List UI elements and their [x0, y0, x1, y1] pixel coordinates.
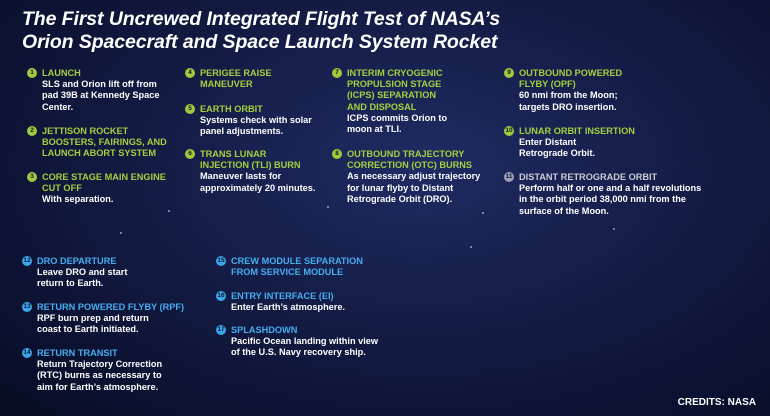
step-1 — [30, 68, 192, 113]
step-10 — [505, 126, 649, 160]
star-decoration — [120, 232, 122, 234]
step-17 — [217, 325, 391, 359]
step-5 — [188, 104, 330, 138]
step-heading: TRANS LUNAR INJECTION (TLI) BURN — [200, 149, 301, 171]
step-number-badge: 14 — [23, 349, 31, 356]
step-4 — [188, 68, 300, 90]
step-16 — [217, 291, 371, 313]
step-number-badge: 3 — [27, 172, 37, 182]
step-number-badge: 6 — [185, 149, 195, 159]
step-heading: PERIGEE RAISE MANEUVER — [200, 68, 272, 90]
star-decoration — [613, 228, 615, 230]
star-decoration — [482, 212, 484, 214]
step-description: Return Trajectory Correction (RTC) burns as necessary to aim for Earth’s atmosphere. — [37, 359, 163, 392]
step-number-badge: 2 — [27, 126, 37, 136]
title-line-2: Orion Spacecraft and Space Launch System Rocket — [22, 31, 498, 53]
star-decoration — [327, 206, 329, 208]
step-heading: LAUNCH — [42, 68, 81, 78]
step-7 — [335, 68, 457, 135]
step-heading: OUTBOUND TRAJECTORY CORRECTION (OTC) BURNS — [347, 149, 473, 171]
step-heading: EARTH ORBIT — [200, 104, 263, 114]
step-number-badge: 16 — [217, 292, 225, 299]
step-description: Maneuver lasts for approximately 20 minutes. — [200, 171, 316, 193]
step-3 — [30, 172, 172, 206]
step-number-badge: 7 — [332, 68, 342, 78]
step-number-badge: 17 — [217, 326, 225, 333]
step-heading: CREW MODULE SEPARATION FROM SERVICE MODULE — [231, 256, 363, 278]
step-heading: ENTRY INTERFACE (EI) — [231, 291, 334, 301]
step-2 — [30, 126, 180, 160]
step-14 — [23, 348, 187, 393]
step-heading: DRO DEPARTURE — [37, 256, 117, 266]
step-13 — [23, 302, 197, 336]
star-decoration — [470, 246, 472, 248]
infographic-title — [22, 8, 500, 54]
step-heading: RETURN POWERED FLYBY (RPF) — [37, 302, 185, 312]
title-line-1: The First Uncrewed Integrated Flight Test of NASA’s — [22, 8, 501, 30]
step-heading: DISTANT RETROGRADE ORBIT — [519, 172, 658, 182]
step-description: RPF burn prep and return coast to Earth initiated. — [37, 313, 149, 335]
step-12 — [23, 256, 147, 290]
step-heading: RETURN TRANSIT — [37, 348, 118, 358]
step-number-badge: 13 — [23, 303, 31, 310]
step-heading: CORE STAGE MAIN ENGINE CUT OFF — [42, 172, 166, 194]
step-description: Systems check with solar panel adjustments. — [200, 115, 312, 137]
step-11 — [505, 172, 714, 217]
step-description: Pacific Ocean landing within view of the U.S. Navy recovery ship. — [231, 336, 379, 358]
step-description: As necessary adjust trajectory for lunar flyby to Distant Retrograde Orbit (DRO). — [347, 171, 481, 204]
step-number-badge: 15 — [217, 257, 225, 264]
step-number-badge: 10 — [505, 127, 513, 134]
step-heading: JETTISON ROCKET BOOSTERS, FAIRINGS, AND LAUNCH ABORT SYSTEM — [42, 126, 167, 159]
step-number-badge: 12 — [23, 257, 31, 264]
credits-label: CREDITS: NASA — [677, 397, 756, 408]
step-number-badge: 4 — [185, 68, 195, 78]
step-description: ICPS commits Orion to moon at TLI. — [347, 112, 448, 135]
step-description: SLS and Orion lift off from pad 39B at Kennedy Space Center. — [42, 79, 160, 112]
step-description: Enter Earth’s atmosphere. — [231, 302, 346, 313]
step-8 — [335, 149, 487, 205]
step-heading: INTERIM CRYOGENIC PROPULSION STAGE (ICPS) SEPARATION AND DISPOSAL — [347, 68, 443, 112]
step-number-badge: 11 — [505, 173, 513, 180]
step-description: With separation. — [42, 194, 114, 205]
step-number-badge: 5 — [185, 104, 195, 114]
step-number-badge: 8 — [332, 149, 342, 159]
step-description: 60 nmi from the Moon; targets DRO insertion. — [519, 90, 618, 112]
step-heading: LUNAR ORBIT INSERTION — [519, 126, 635, 136]
step-description: Perform half or one and a half revolutions in the orbit period 38,000 nmi from the surface of the Moon. — [519, 183, 702, 216]
step-description: Leave DRO and start return to Earth. — [37, 267, 128, 289]
step-heading: OUTBOUND POWERED FLYBY (OPF) — [519, 68, 623, 90]
step-9 — [507, 68, 639, 113]
step-6 — [188, 149, 326, 194]
step-number-badge: 1 — [27, 68, 37, 78]
step-number-badge: 9 — [504, 68, 514, 78]
step-15 — [217, 256, 381, 278]
step-heading: SPLASHDOWN — [231, 325, 298, 335]
step-description: Enter Distant Retrograde Orbit. — [519, 137, 596, 159]
star-decoration — [168, 210, 170, 212]
